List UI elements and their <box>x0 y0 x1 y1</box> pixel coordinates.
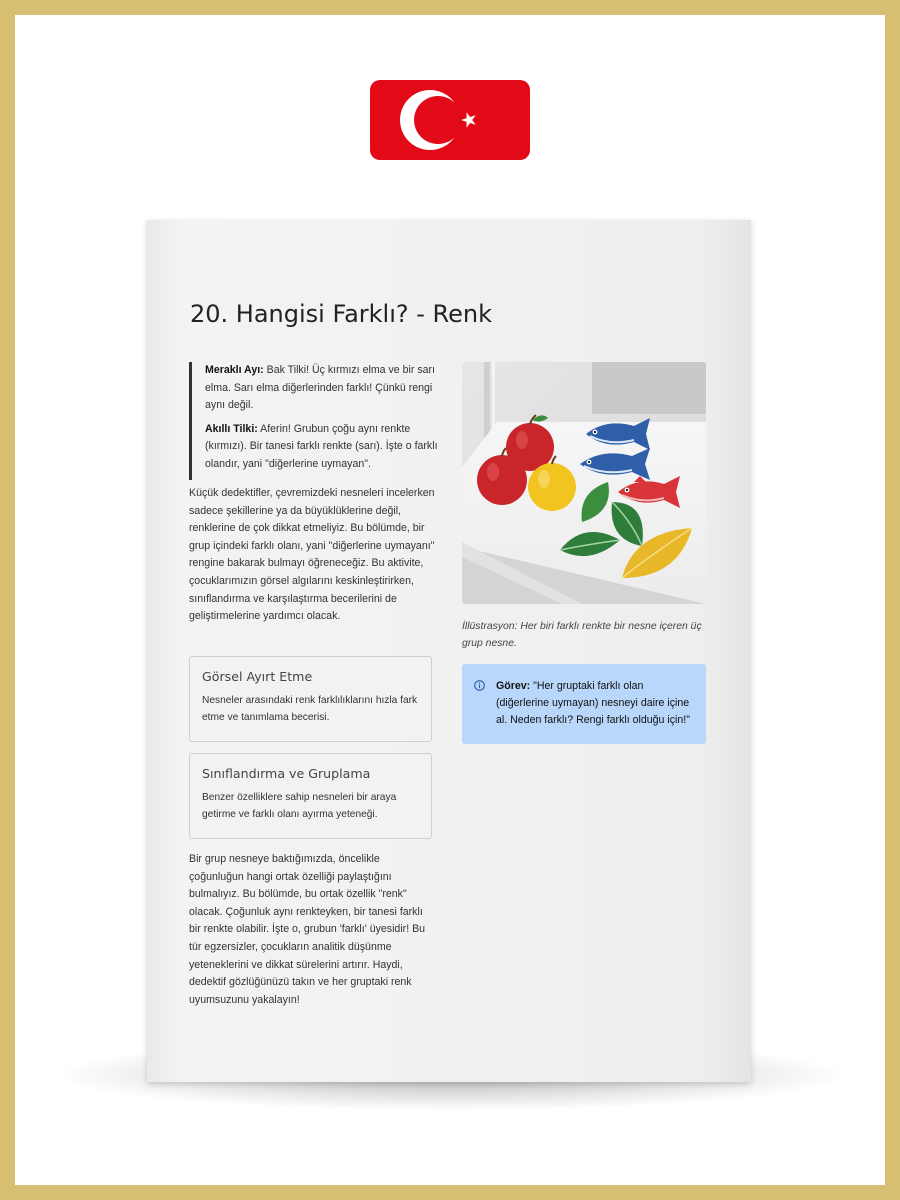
dialog-speaker: Meraklı Ayı: <box>205 364 264 376</box>
dialog-text: Aferin! Grubun çoğu aynı renkte (kırmızı). Bir tanesi farklı renkte (sarı). İşte o farklı olandır, yani "diğerlerine uymayan". <box>205 422 438 470</box>
dialog-text: Bak Tilki! Üç kırmızı elma ve bir sarı elma. Sarı elma diğerlerinden farklı! Çünkü rengi aynı değil. <box>205 364 435 412</box>
worksheet-page <box>147 220 751 1082</box>
task-box <box>462 664 706 744</box>
card-text: Benzer özelliklere sahip nesneleri bir araya getirme ve farklı olanı ayırma yeteneği. <box>202 792 397 820</box>
page-title: 20. Hangisi Farklı? - Renk <box>190 300 493 328</box>
closing-paragraph: Bir grup nesneye baktığımızda, öncelikle çoğunluğun hangi ortak özelliği paylaştığını bulmalıyız. Bu bölümde, bu ortak özellik "renk" olacak. Çoğunluk aynı renkteyken, bir tanesi farklı bir renkte olabilir. İşte o, grubun 'farklı' üyesidir! Bu tür egzersizler, çocukların analitik düşünme yeteneklerini ve dikkat sürelerini artırır. Haydi, dedektif gözlüğünüzü takın ve her gruptaki renk uyumsuzunu yakalayın! <box>189 853 426 1006</box>
intro-paragraph: Küçük dedektifler, çevremizdeki nesneleri incelerken sadece şekillerine ya da büyüklüklerine değil, renklerine de çok dikkat etmeliyiz. Bu bölümde, bir grup içindeki farklı olanı, yani "diğerlerine uymayanı" rengine bakarak bulmayı öğreneceğiz. Bu aktivite, çocuklarımızın görsel algılarını keskinleştirirken, sınıflandırma ve karşılaştırma becerilerini de geliştirmelerine yardımcı olacak. <box>189 487 435 623</box>
info-icon <box>474 680 485 691</box>
card-text: Nesneler arasındaki renk farklılıklarını hızla fark etme ve tanımlama becerisi. <box>202 695 418 723</box>
skill-card <box>189 656 432 742</box>
card-title: Görsel Ayırt Etme <box>202 669 313 684</box>
illustration-image <box>462 362 706 604</box>
dialog-speaker: Akıllı Tilki: <box>205 422 258 435</box>
dialog-quote <box>189 362 445 480</box>
dialog-line-fox <box>205 421 445 474</box>
card-title: Sınıflandırma ve Gruplama <box>202 766 371 781</box>
task-text: "Her gruptaki farklı olan (diğerlerine uymayan) nesneyi daire içine al. Neden farklı? Rengi farklı olduğu için!" <box>496 680 690 726</box>
illustration-caption: İllüstrasyon: Her biri farklı renkte bir nesne içeren üç grup nesne. <box>462 621 702 649</box>
dialog-line-bear <box>205 362 445 415</box>
skill-card <box>189 753 432 839</box>
task-label: Görev: <box>496 680 531 692</box>
turkish-flag-icon <box>370 80 530 160</box>
